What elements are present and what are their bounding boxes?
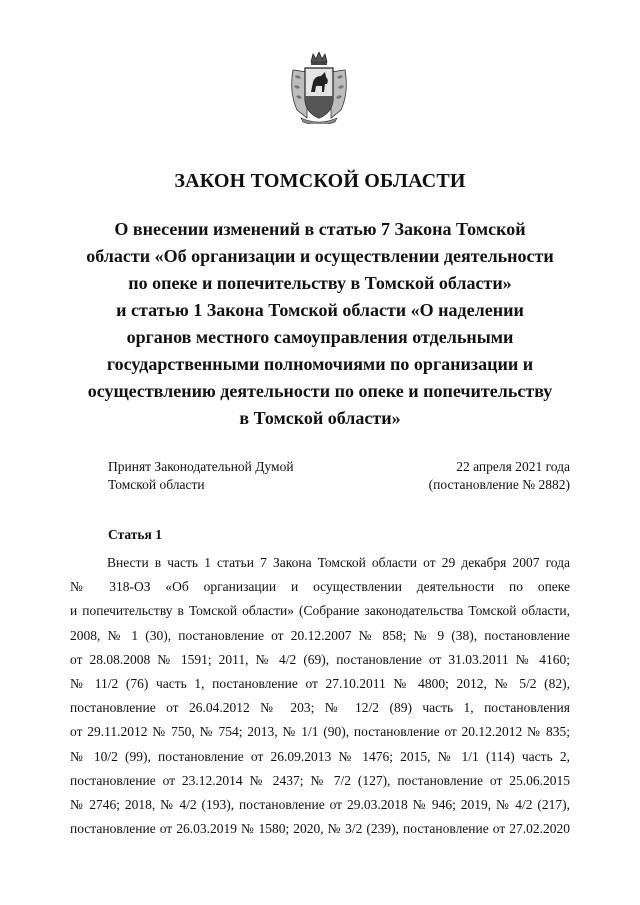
resolution-number: (постановление № 2882) (428, 477, 570, 492)
article-line: 2008, № 1 (30), постановление от 20.12.2007 № 858; № 9 (38), постановление (70, 627, 570, 643)
article-line: постановление от 23.12.2014 № 2437; № 7/2 (127), постановление от 25.06.2015 (70, 772, 570, 788)
subtitle-line: области «Об организации и осуществлении деятельности (86, 246, 554, 266)
article-line: от 29.11.2012 № 750, № 754; 2013, № 1/1 (90), постановление от 20.12.2012 № 835; (70, 724, 570, 740)
subtitle-line: органов местного самоуправления отдельными (126, 327, 514, 347)
law-title: ЗАКОН ТОМСКОЙ ОБЛАСТИ (174, 170, 466, 192)
adoption-body (108, 458, 294, 494)
subtitle-line: и статью 1 Закона Томской области «О наделении (116, 300, 524, 320)
article-line: постановление от 26.03.2019 № 1580; 2020, № 3/2 (239), постановление от 27.02.2020 (70, 821, 570, 837)
article-line: от 28.08.2008 № 1591; 2011, № 4/2 (69), постановление от 31.03.2011 № 4160; (70, 651, 570, 667)
subtitle-line: в Томской области» (239, 408, 401, 428)
subtitle-line: О внесении изменений в статью 7 Закона Томской (114, 219, 526, 239)
article-line: № 10/2 (99), постановление от 26.09.2013 № 1476; 2015, № 1/1 (114) часть 2, (70, 748, 570, 764)
law-subtitle (40, 216, 600, 432)
article-line: постановление от 26.04.2012 № 203; № 12/2 (89) часть 1, постановления (70, 700, 570, 716)
article-heading: Статья 1 (108, 527, 162, 542)
adoption-date-text: 22 апреля 2021 года (456, 459, 570, 474)
article-line: № 318-ОЗ «Об организации и осуществлении деятельности по опеке (70, 579, 570, 595)
article-line: и попечительству в Томской области» (Собрание законодательства Томской области, (70, 603, 570, 619)
coat-of-arms-icon (287, 52, 351, 124)
article-line: № 2746; 2018, № 4/2 (193), постановление от 29.03.2018 № 946; 2019, № 4/2 (217), (70, 797, 570, 813)
subtitle-line: по опеке и попечительству в Томской области» (128, 273, 512, 293)
adoption-body-line: Принят Законодательной Думой (108, 459, 294, 474)
subtitle-line: осуществлению деятельности по опеке и попечительству (87, 381, 553, 401)
subtitle-line: государственными полномочиями по организации и (106, 354, 534, 374)
article-line: № 11/2 (76) часть 1, постановление от 27.10.2011 № 4800; 2012, № 5/2 (82), (70, 676, 570, 692)
article-body (70, 551, 570, 841)
adoption-date (429, 458, 570, 494)
article-line: Внести в часть 1 статьи 7 Закона Томской области от 29 декабря 2007 года (107, 555, 570, 570)
adoption-body-line: Томской области (108, 477, 205, 492)
